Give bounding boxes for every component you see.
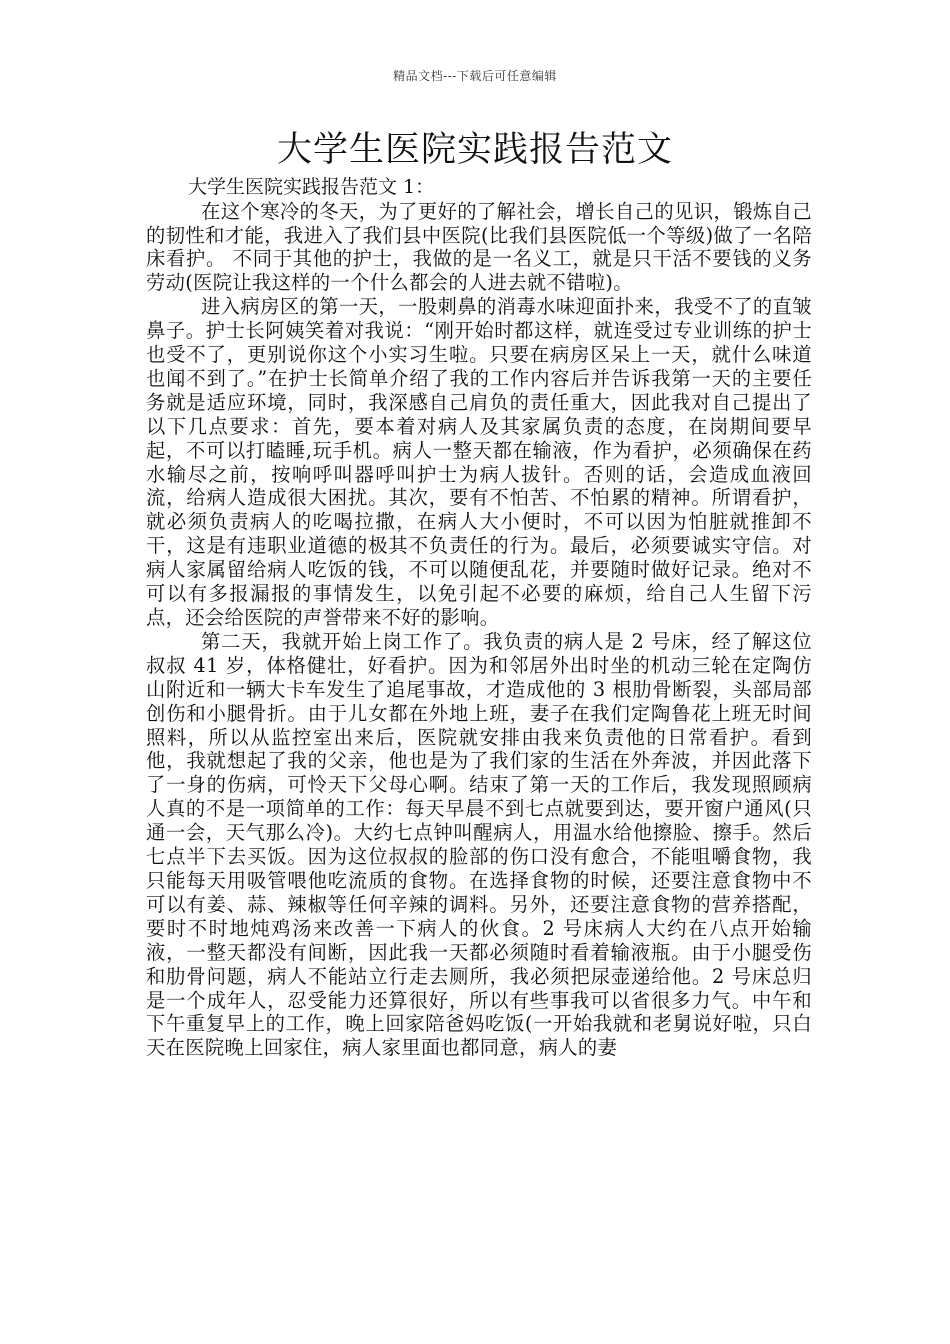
document-body: [146, 176, 812, 1060]
paragraph-2: 进入病房区的第一天，一股刺鼻的消毒水味迎面扑来，我受不了的直皱鼻子。护士长阿姨笑着对我说：“刚开始时都这样，就连受过专业训练的护士也受不了，更别说你这个小实习生啦。只要在病房区呆上一天，就什么味道也闻不到了。”在护士长简单介绍了我的工作内容后并告诉我第一天的主要任务就是适应环境，同时，我深感自己肩负的责任重大，因此我对自己提出了以下几点要求：首先，要本着对病人及其家属负责的态度，在岗期间要早起，不可以打瞌睡,玩手机。病人一整天都在输液，作为看护，必须确保在药水输尽之前，按响呼叫器呼叫护士为病人拔针。否则的话，会造成血液回流，给病人造成很大困扰。其次，要有不怕苦、不怕累的精神。所谓看护，就必须负责病人的吃喝拉撒，在病人大小便时，不可以因为怕脏就推卸不干，这是有违职业道德的极其不负责任的行为。最后，必须要诚实守信。对病人家属留给病人吃饭的钱，不可以随便乱花，并要随时做好记录。绝对不可以有多报漏报的事情发生，以免引起不必要的麻烦，给自己人生留下污点，还会给医院的声誉带来不好的影响。: [146, 295, 812, 629]
document-title: 大学生医院实践报告范文: [276, 130, 673, 170]
header-note: 精品文档---下载后可任意编辑: [393, 69, 557, 83]
section-subtitle: 大学生医院实践报告范文 1：: [188, 176, 435, 198]
paragraph-3: 第二天，我就开始上岗工作了。我负责的病人是 2 号床，经了解这位叔叔 41 岁，体格健壮，好看护。因为和邻居外出时坐的机动三轮在定陶仿山附近和一辆大卡车发生了追尾事故，才造成他的 3 根肋骨断裂，头部局部创伤和小腿骨折。由于儿女都在外地上班，妻子在我们定陶鲁花上班无时间照料，所以从监控室出来后，医院就安排由我来负责他的日常看护。看到他，我就想起了我的父亲，他也是为了我们家的生活在外奔波，并因此落下了一身的伤病，可怜天下父母心啊。结束了第一天的工作后，我发现照顾病人真的不是一项简单的工作：每天早晨不到七点就要到达，要开窗户通风(只通一会，天气那么冷)。大约七点钟叫醒病人，用温水给他擦脸、擦手。然后七点半下去买饭。因为这位叔叔的脸部的伤口没有愈合，不能咀嚼食物，我只能每天用吸管喂他吃流质的食物。在选择食物的时候，还要注意食物中不可以有姜、蒜、辣椒等任何辛辣的调料。另外，还要注意食物的营养搭配，要时不时地炖鸡汤来改善一下病人的伙食。2 号床病人大约在八点开始输液，一整天都没有间断，因此我一天都必须随时看着输液瓶。由于小腿受伤和肋骨问题，病人不能站立行走去厕所，我必须把尿壶递给他。2 号床总归是一个成年人，忍受能力还算很好，所以有些事我可以省很多力气。中午和下午重复早上的工作，晚上回家陪爸妈吃饭(一开始我就和老舅说好啦，只白天在医院晚上回家住，病人家里面也都同意，病人的妻: [146, 629, 812, 1060]
paragraph-1: 在这个寒冷的冬天，为了更好的了解社会，增长自己的见识，锻炼自己的韧性和才能，我进入了我们县中医院(比我们县医院低一个等级)做了一名陪床看护。 不同于其他的护士，我做的是一名义工，就是只干活不要钱的义务劳动(医院让我这样的一个什么都会的人进去就不错啦)。: [146, 199, 812, 295]
